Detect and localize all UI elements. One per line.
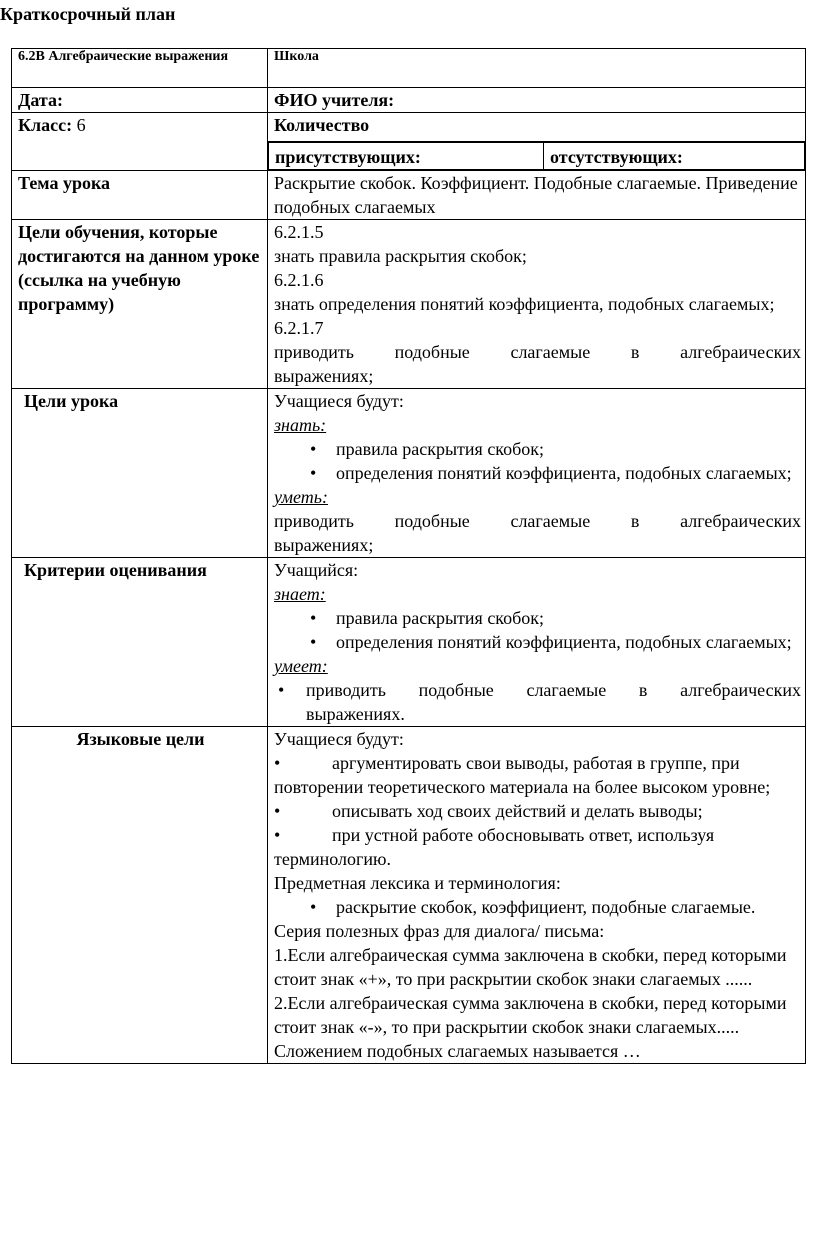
- list-item: • определения понятий коэффициента, подобных слагаемых;: [274, 630, 801, 654]
- phrase: Сложением подобных слагаемых называется …: [274, 1041, 641, 1061]
- can-heading: умеет:: [274, 656, 328, 676]
- topic-label: Тема урока: [12, 171, 268, 220]
- count-cell: [268, 113, 806, 171]
- lesson-goals-label: Цели урока: [12, 389, 268, 558]
- criteria-label: Критерии оценивания: [12, 558, 268, 727]
- language-item: • аргументировать свои выводы, работая в группе, при повторении теоретического материала на более высоком уровне;: [274, 753, 771, 797]
- objective-text: знать правила раскрытия скобок;: [274, 246, 527, 266]
- can-list: [274, 678, 801, 726]
- know-list: [274, 437, 801, 485]
- lesson-goals-cell: [268, 389, 806, 558]
- attendance-subtable: [268, 142, 805, 170]
- class-value: 6: [76, 115, 86, 135]
- phrase: 1.Если алгебраическая сумма заключена в скобки, перед которыми стоит знак «+», то при раскрытии скобок знаки слагаемых ......: [274, 945, 787, 989]
- language-item: • при устной работе обосновывать ответ, используя терминологию.: [274, 825, 715, 869]
- can-text: приводить подобные слагаемые в алгебраических выражениях;: [274, 511, 801, 555]
- phrases-heading: Серия полезных фраз для диалога/ письма:: [274, 921, 605, 941]
- knows-list: [274, 606, 801, 654]
- language-intro: Учащиеся будут:: [274, 729, 404, 749]
- objective-code: 6.2.1.5: [274, 222, 324, 242]
- lesson-plan-table: [11, 48, 806, 1064]
- phrase: 2.Если алгебраическая сумма заключена в скобки, перед которыми стоит знак «-», то при раскрытии скобок знаки слагаемых.....: [274, 993, 787, 1037]
- list-item: • правила раскрытия скобок;: [274, 606, 801, 630]
- list-item: • определения понятий коэффициента, подобных слагаемых;: [274, 461, 801, 485]
- know-heading: знать:: [274, 415, 327, 435]
- can-heading: уметь:: [274, 487, 328, 507]
- knows-heading: знает:: [274, 584, 326, 604]
- bullet-icon: •: [274, 801, 281, 821]
- class-cell: [12, 113, 268, 171]
- criteria-cell: [268, 558, 806, 727]
- table-row: [12, 88, 806, 113]
- present-label: присутствующих:: [269, 143, 544, 170]
- table-row: [12, 171, 806, 220]
- date-cell: Дата:: [12, 88, 268, 113]
- vocab-list: [274, 895, 801, 919]
- goals-intro: Учащиеся будут:: [274, 391, 404, 411]
- objective-code: 6.2.1.7: [274, 318, 324, 338]
- list-item: • правила раскрытия скобок;: [274, 437, 801, 461]
- objective-text: приводить подобные слагаемые в алгебраических выражениях;: [274, 342, 801, 386]
- topic-value: Раскрытие скобок. Коэффициент. Подобные слагаемые. Приведение подобных слагаемых: [268, 171, 806, 220]
- table-row: [12, 220, 806, 389]
- unit-cell: 6.2В Алгебраические выражения: [12, 49, 268, 88]
- table-row: [12, 727, 806, 1064]
- teacher-cell: ФИО учителя:: [268, 88, 806, 113]
- class-label: Класс:: [18, 115, 73, 135]
- school-cell: Школа: [268, 49, 806, 88]
- table-row: [12, 113, 806, 171]
- bullet-icon: •: [274, 753, 281, 773]
- list-item: • раскрытие скобок, коэффициент, подобные слагаемые.: [274, 895, 801, 919]
- objectives-cell: [268, 220, 806, 389]
- language-item: • описывать ход своих действий и делать выводы;: [274, 801, 703, 821]
- list-item: • приводить подобные слагаемые в алгебраических выражениях.: [274, 678, 801, 726]
- table-row: [12, 389, 806, 558]
- absent-label: отсутствующих:: [544, 143, 805, 170]
- vocab-heading: Предметная лексика и терминология:: [274, 873, 561, 893]
- objectives-label: Цели обучения, которые достигаются на данном уроке (ссылка на учебную программу): [12, 220, 268, 389]
- language-label: Языковые цели: [12, 727, 268, 1064]
- bullet-icon: •: [274, 825, 281, 845]
- table-row: [12, 558, 806, 727]
- language-cell: [268, 727, 806, 1064]
- table-row: [12, 49, 806, 88]
- count-label: Количество: [268, 113, 805, 142]
- objective-text: знать определения понятий коэффициента, подобных слагаемых;: [274, 294, 775, 314]
- document-title: Краткосрочный план: [0, 4, 176, 24]
- criteria-intro: Учащийся:: [274, 560, 359, 580]
- objective-code: 6.2.1.6: [274, 270, 324, 290]
